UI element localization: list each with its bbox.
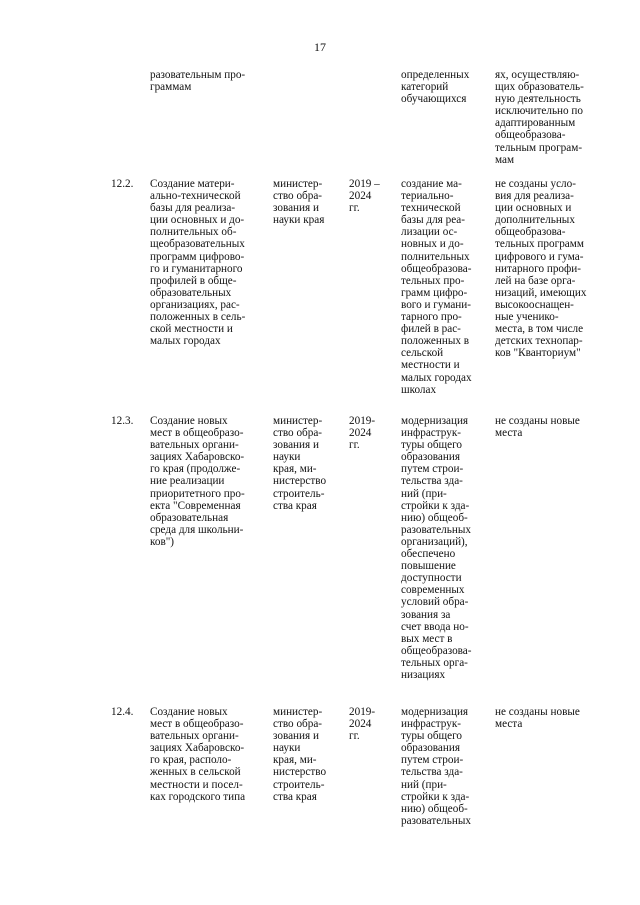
row-result-cell: модернизация инфраструк- туры общего образования путем строи- тельства зда- ний (при- стройки к зда- нию) общеоб- разовательных — [401, 706, 471, 827]
row-name-cell: Создание матери- ально-технической базы для реализа- ции основных и до- полнительных об- щеобразовательных программ цифрово- го и гуманитарного профилей в обще- образовательных организациях, рас- положенных в сель- ской местности и малых городах — [150, 178, 246, 348]
row-result-cell: модернизация инфраструк- туры общего образования путем строи- тельства зда- ний (при- стройки к зда- нию) общеоб- разовательных организаций), обеспечено повышение доступности современных условий обра- зования за счет ввода но- вых мест в общеобразова- тельных орга- низациях — [401, 415, 472, 681]
row-risk-cell: не созданы усло- вия для реализа- ции основных и дополнительных общеобразова- тельных программ цифрового и гума- нитарного профи- лей на базе орга- низаций, имеющих высокооснащен- ные ученико- места, в том числе детских технопар- ков "Кванториум" — [495, 178, 587, 360]
row-number: 12.2. — [111, 178, 134, 190]
row-term-cell: 2019- 2024 гг. — [349, 706, 376, 743]
continuation-result-cell: определенных категорий обучающихся — [401, 69, 470, 106]
page-number: 17 — [314, 40, 326, 54]
row-term-cell: 2019 – 2024 гг. — [349, 178, 380, 215]
row-name-cell: Создание новых мест в общеобразо- вательных органи- зациях Хабаровско- го края, располо- женных в сельской местности и посел- ках городского типа — [150, 706, 246, 803]
row-term-cell: 2019- 2024 гг. — [349, 415, 376, 452]
row-risk-cell: не созданы новые места — [495, 706, 580, 731]
continuation-name-cell: разовательным про- граммам — [150, 69, 246, 94]
row-number: 12.4. — [111, 706, 134, 718]
row-executor-cell: министер- ство обра- зования и науки края — [273, 178, 325, 227]
row-executor-cell: министер- ство обра- зования и науки края, ми- нистерство строитель- ства края — [273, 415, 327, 512]
row-executor-cell: министер- ство обра- зования и науки края, ми- нистерство строитель- ства края — [273, 706, 327, 803]
continuation-risk-cell: ях, осуществляю- щих образователь- ную деятельность исключительно по адаптированным общеобразова- тельным програм- мам — [495, 69, 584, 166]
row-risk-cell: не созданы новые места — [495, 415, 580, 440]
row-result-cell: создание ма- териально- технической базы для реа- лизации ос- новных и до- полнительных общеобразова- тельных про- грамм цифро- вого и гумани- тарного про- филей в рас- положенных в сельской местности и малых городах школах — [401, 178, 472, 396]
row-name-cell: Создание новых мест в общеобразо- вательных органи- зациях Хабаровско- го края (продолже- ние реализации приоритетного про- екта "Современная образовательная среда для школьни- ков") — [150, 415, 245, 548]
row-number: 12.3. — [111, 415, 134, 427]
